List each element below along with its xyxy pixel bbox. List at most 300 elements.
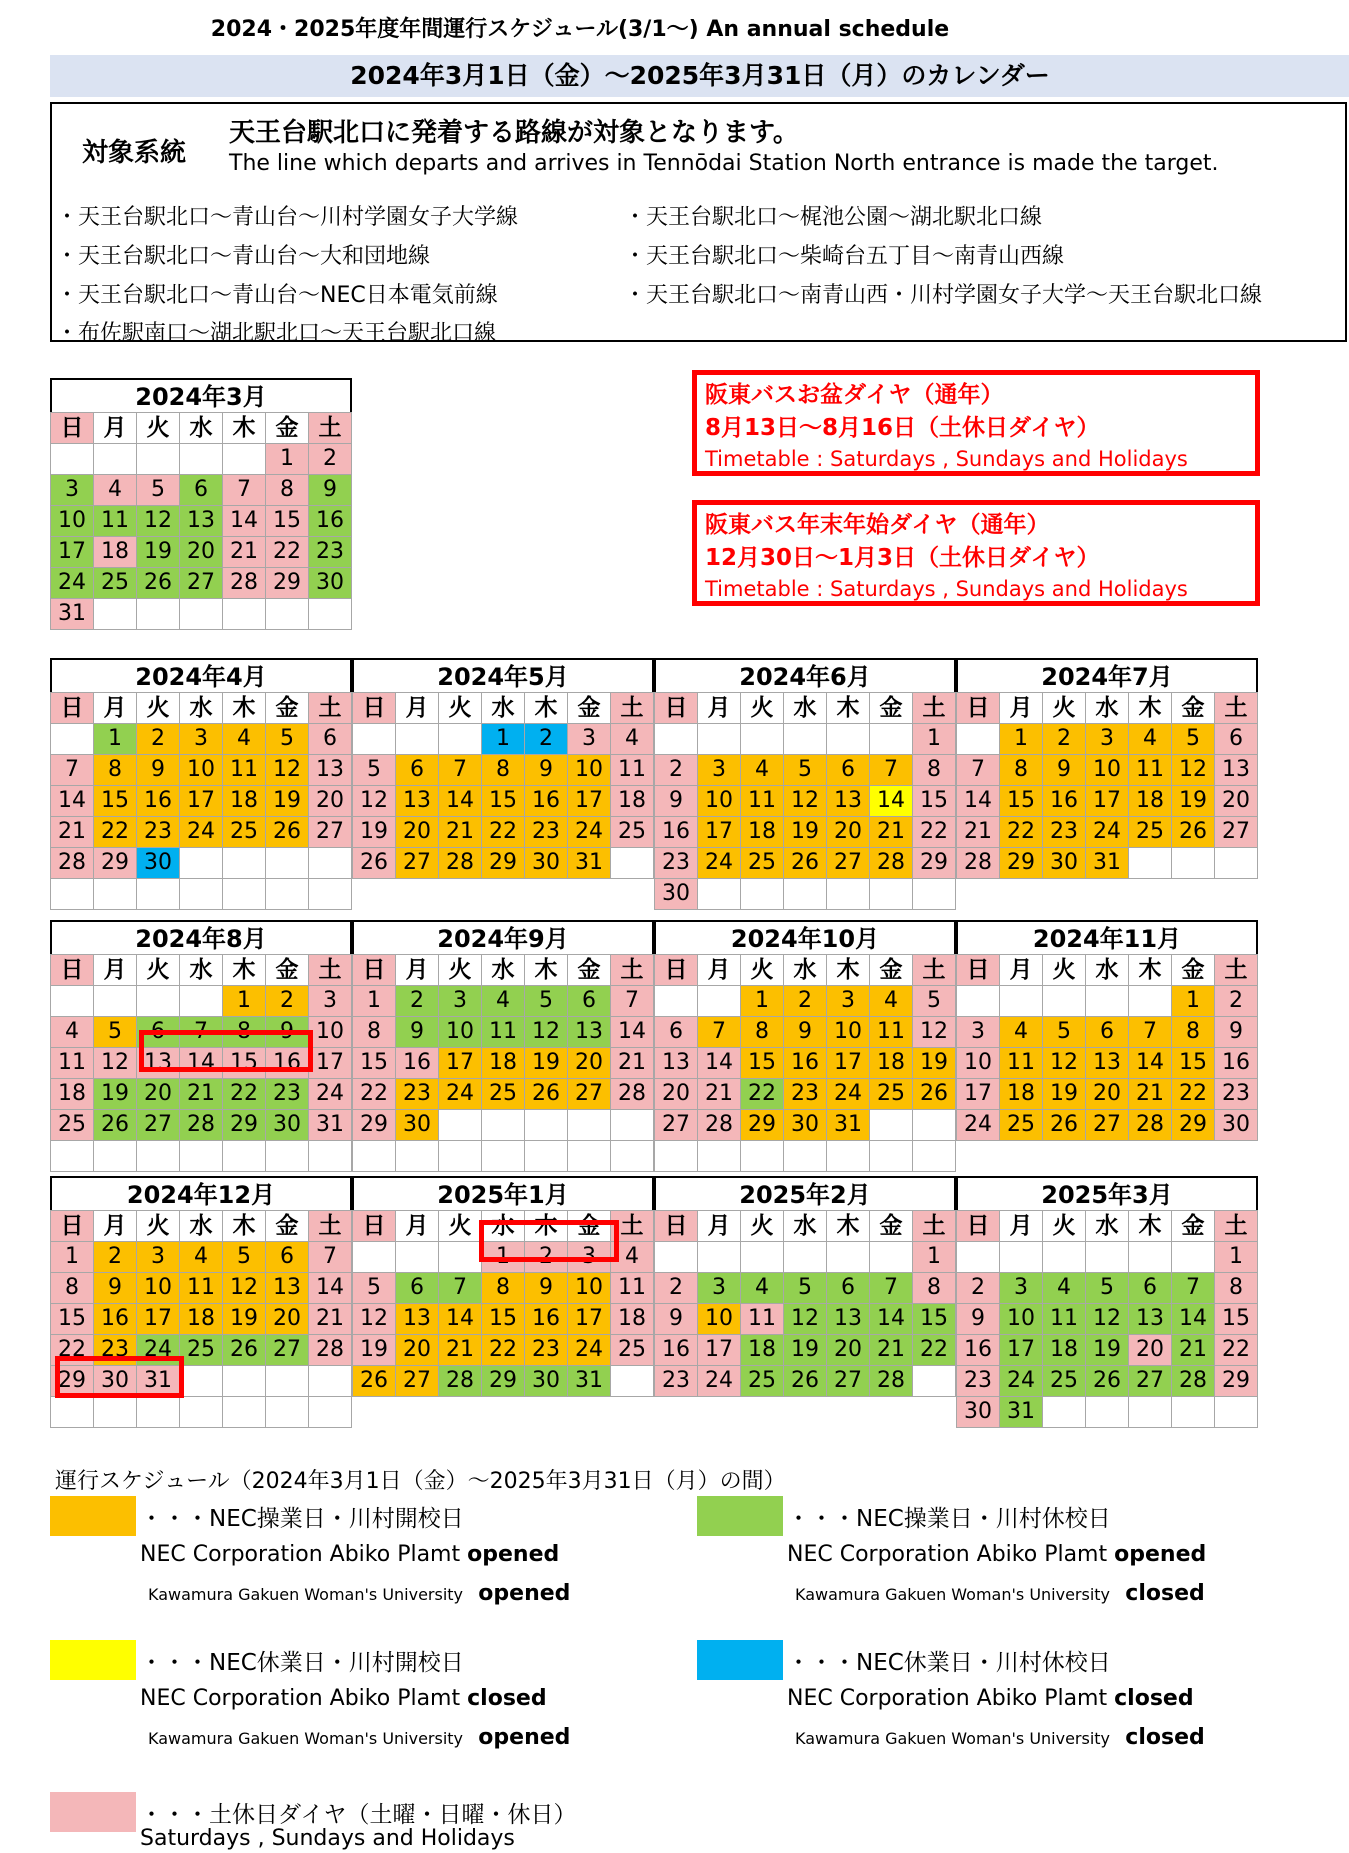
legend-swatch-yellow: [50, 1640, 136, 1680]
weekday-header: 火: [137, 413, 179, 443]
day-cell: 23: [94, 1335, 136, 1365]
day-cell: 20: [1129, 1335, 1171, 1365]
day-cell: 31: [309, 1110, 351, 1140]
day-cell: 12: [784, 786, 826, 816]
weekday-header: 水: [180, 955, 222, 985]
day-cell: 19: [1086, 1335, 1128, 1365]
day-cell: 11: [1000, 1048, 1042, 1078]
empty-cell: [266, 848, 308, 878]
empty-cell: [180, 599, 222, 629]
day-cell: 15: [353, 1048, 395, 1078]
month-grid: [50, 692, 352, 910]
day-cell: 9: [1215, 1017, 1257, 1047]
weekday-header: 月: [698, 693, 740, 723]
day-cell: 7: [1172, 1273, 1214, 1303]
day-cell: 9: [655, 786, 697, 816]
weekday-header: 土: [1215, 955, 1257, 985]
day-cell: 16: [525, 1304, 567, 1334]
legend-swatch-blue: [697, 1640, 783, 1680]
day-cell: 13: [180, 506, 222, 536]
empty-cell: [611, 1366, 653, 1396]
day-cell: 15: [482, 786, 524, 816]
year-end-highlight: [55, 1356, 184, 1398]
empty-cell: [1000, 986, 1042, 1016]
weekday-header: 木: [1129, 955, 1171, 985]
day-cell: 17: [957, 1079, 999, 1109]
weekday-header: 水: [784, 693, 826, 723]
day-cell: 21: [698, 1079, 740, 1109]
day-cell: 12: [1086, 1304, 1128, 1334]
notice-title: 阪東バスお盆ダイヤ（通年）: [705, 382, 1004, 408]
day-cell: 14: [1129, 1048, 1171, 1078]
empty-cell: [309, 599, 351, 629]
day-cell: 3: [957, 1017, 999, 1047]
empty-cell: [266, 1366, 308, 1396]
day-cell: 23: [655, 1366, 697, 1396]
day-cell: 8: [1215, 1273, 1257, 1303]
day-cell: 27: [396, 1366, 438, 1396]
empty-cell: [913, 879, 955, 909]
day-cell: 11: [482, 1017, 524, 1047]
month-grid: [654, 954, 956, 1172]
day-cell: 28: [870, 848, 912, 878]
day-cell: 7: [51, 755, 93, 785]
legend-nec-line: NEC Corporation Abiko Plamt closed: [787, 1686, 1194, 1711]
month-grid: [352, 954, 654, 1172]
day-cell: 12: [913, 1017, 955, 1047]
day-cell: 20: [1086, 1079, 1128, 1109]
day-cell: 8: [266, 475, 308, 505]
month-calendar: [654, 1176, 956, 1397]
empty-cell: [1043, 1397, 1085, 1427]
day-cell: 13: [827, 1304, 869, 1334]
day-cell: 23: [525, 817, 567, 847]
day-cell: 17: [568, 786, 610, 816]
day-cell: 1: [913, 724, 955, 754]
empty-cell: [439, 724, 481, 754]
weekday-header: 水: [784, 955, 826, 985]
empty-cell: [611, 848, 653, 878]
weekday-header: 火: [439, 955, 481, 985]
empty-cell: [309, 1397, 351, 1427]
day-cell: 4: [51, 1017, 93, 1047]
day-cell: 7: [870, 755, 912, 785]
day-cell: 9: [957, 1304, 999, 1334]
day-cell: 24: [180, 817, 222, 847]
day-cell: 5: [1172, 724, 1214, 754]
day-cell: 29: [51, 1366, 93, 1396]
weekday-header: 水: [1086, 955, 1128, 985]
empty-cell: [784, 724, 826, 754]
day-cell: 10: [827, 1017, 869, 1047]
day-cell: 1: [1172, 986, 1214, 1016]
day-cell: 22: [913, 817, 955, 847]
day-cell: 18: [870, 1048, 912, 1078]
day-cell: 5: [353, 755, 395, 785]
day-cell: 21: [870, 1335, 912, 1365]
month-calendar: [956, 1176, 1258, 1428]
empty-cell: [94, 986, 136, 1016]
day-cell: 31: [137, 1366, 179, 1396]
day-cell: 21: [439, 1335, 481, 1365]
day-cell: 12: [784, 1304, 826, 1334]
day-cell: 2: [1215, 986, 1257, 1016]
day-cell: 29: [266, 568, 308, 598]
weekday-header: 水: [1086, 1211, 1128, 1241]
day-cell: 13: [568, 1017, 610, 1047]
day-cell: 13: [266, 1273, 308, 1303]
empty-cell: [1172, 1397, 1214, 1427]
target-description-en: The line which departs and arrives in Tennōdai Station North entrance is made the target.: [229, 151, 1219, 176]
day-cell: 22: [94, 817, 136, 847]
legend-swatch-pink: [50, 1792, 136, 1832]
day-cell: 17: [180, 786, 222, 816]
day-cell: 11: [611, 755, 653, 785]
day-cell: 8: [223, 1017, 265, 1047]
day-cell: 14: [870, 1304, 912, 1334]
day-cell: 31: [51, 599, 93, 629]
weekday-header: 月: [698, 1211, 740, 1241]
day-cell: 28: [1172, 1366, 1214, 1396]
day-cell: 16: [309, 506, 351, 536]
day-cell: 14: [870, 786, 912, 816]
day-cell: 11: [611, 1273, 653, 1303]
weekday-header: 金: [568, 1211, 610, 1241]
day-cell: 25: [1043, 1366, 1085, 1396]
day-cell: 11: [94, 506, 136, 536]
day-cell: 23: [1043, 817, 1085, 847]
weekday-header: 日: [51, 693, 93, 723]
day-cell: 4: [741, 755, 783, 785]
weekday-header: 日: [353, 1211, 395, 1241]
new-year-highlight: [479, 1220, 619, 1262]
empty-cell: [180, 879, 222, 909]
day-cell: 20: [396, 1335, 438, 1365]
month-title: 2024年10月: [654, 920, 956, 954]
day-cell: 7: [180, 1017, 222, 1047]
empty-cell: [741, 724, 783, 754]
day-cell: 24: [51, 568, 93, 598]
day-cell: 18: [94, 537, 136, 567]
day-cell: 8: [1000, 755, 1042, 785]
weekday-header: 土: [913, 955, 955, 985]
day-cell: 5: [94, 1017, 136, 1047]
day-cell: 22: [482, 1335, 524, 1365]
weekday-header: 土: [1215, 693, 1257, 723]
day-cell: 5: [137, 475, 179, 505]
weekday-header: 月: [1000, 955, 1042, 985]
empty-cell: [396, 724, 438, 754]
day-cell: 13: [655, 1048, 697, 1078]
weekday-header: 木: [1129, 1211, 1171, 1241]
day-cell: 18: [741, 1335, 783, 1365]
day-cell: 21: [1172, 1335, 1214, 1365]
notice-date: 12月30日～1月3日（土休日ダイヤ）: [705, 545, 1100, 571]
weekday-header: 木: [525, 955, 567, 985]
legend-label: ・・・NEC休業日・川村開校日: [140, 1650, 464, 1676]
day-cell: 14: [957, 786, 999, 816]
route-item: ・布佐駅南口～湖北駅北口～天王台駅北口線: [56, 321, 497, 346]
weekday-header: 木: [525, 1211, 567, 1241]
day-cell: 26: [913, 1079, 955, 1109]
calendar-subtitle: 2024年3月1日（金）～2025年3月31日（月）のカレンダー: [50, 55, 1349, 97]
day-cell: 29: [94, 848, 136, 878]
day-cell: 4: [482, 986, 524, 1016]
empty-cell: [137, 986, 179, 1016]
day-cell: 7: [611, 986, 653, 1016]
weekday-header: 月: [94, 413, 136, 443]
empty-cell: [698, 1141, 740, 1171]
day-cell: 19: [784, 817, 826, 847]
notice-date: 8月13日～8月16日（土休日ダイヤ）: [705, 415, 1100, 441]
day-cell: 19: [525, 1048, 567, 1078]
day-cell: 27: [568, 1079, 610, 1109]
empty-cell: [482, 1141, 524, 1171]
day-cell: 19: [353, 1335, 395, 1365]
day-cell: 23: [396, 1079, 438, 1109]
day-cell: 29: [741, 1110, 783, 1140]
day-cell: 2: [1043, 724, 1085, 754]
weekday-header: 月: [698, 955, 740, 985]
weekday-header: 木: [223, 413, 265, 443]
day-cell: 9: [525, 755, 567, 785]
empty-cell: [353, 724, 395, 754]
target-label: 対象系統: [82, 138, 187, 168]
notice-en: Timetable : Saturdays , Sundays and Holidays: [705, 447, 1188, 471]
day-cell: 19: [1043, 1079, 1085, 1109]
day-cell: 16: [525, 786, 567, 816]
day-cell: 14: [309, 1273, 351, 1303]
day-cell: 16: [266, 1048, 308, 1078]
day-cell: 16: [1043, 786, 1085, 816]
day-cell: 6: [1086, 1017, 1128, 1047]
empty-cell: [439, 1141, 481, 1171]
day-cell: 15: [1215, 1304, 1257, 1334]
empty-cell: [741, 1242, 783, 1272]
day-cell: 20: [655, 1079, 697, 1109]
day-cell: 12: [137, 506, 179, 536]
weekday-header: 木: [223, 955, 265, 985]
day-cell: 30: [396, 1110, 438, 1140]
day-cell: 18: [1000, 1079, 1042, 1109]
day-cell: 22: [223, 1079, 265, 1109]
month-title: 2024年9月: [352, 920, 654, 954]
day-cell: 12: [1172, 755, 1214, 785]
day-cell: 5: [266, 724, 308, 754]
day-cell: 11: [870, 1017, 912, 1047]
day-cell: 3: [1086, 724, 1128, 754]
legend-nec-line: NEC Corporation Abiko Plamt opened: [787, 1542, 1207, 1567]
day-cell: 8: [353, 1017, 395, 1047]
day-cell: 15: [913, 786, 955, 816]
empty-cell: [957, 724, 999, 754]
month-title: 2024年6月: [654, 658, 956, 692]
day-cell: 13: [137, 1048, 179, 1078]
day-cell: 1: [1000, 724, 1042, 754]
empty-cell: [223, 1397, 265, 1427]
day-cell: 4: [611, 724, 653, 754]
month-calendar: [352, 1176, 654, 1397]
day-cell: 18: [611, 1304, 653, 1334]
weekday-header: 木: [223, 1211, 265, 1241]
day-cell: 20: [1215, 786, 1257, 816]
weekday-header: 水: [180, 413, 222, 443]
day-cell: 17: [568, 1304, 610, 1334]
obon-highlight: [139, 1030, 313, 1072]
day-cell: 28: [698, 1110, 740, 1140]
day-cell: 31: [1000, 1397, 1042, 1427]
day-cell: 14: [180, 1048, 222, 1078]
weekday-header: 木: [223, 693, 265, 723]
day-cell: 14: [439, 786, 481, 816]
day-cell: 31: [568, 1366, 610, 1396]
day-cell: 10: [309, 1017, 351, 1047]
day-cell: 13: [1215, 755, 1257, 785]
day-cell: 2: [655, 755, 697, 785]
month-calendar: [50, 658, 352, 910]
weekday-header: 金: [266, 1211, 308, 1241]
weekday-header: 土: [611, 955, 653, 985]
day-cell: 5: [784, 1273, 826, 1303]
day-cell: 23: [957, 1366, 999, 1396]
empty-cell: [266, 1141, 308, 1171]
day-cell: 3: [568, 1242, 610, 1272]
day-cell: 28: [439, 1366, 481, 1396]
day-cell: 28: [309, 1335, 351, 1365]
empty-cell: [309, 1141, 351, 1171]
empty-cell: [1129, 1397, 1171, 1427]
day-cell: 25: [611, 1335, 653, 1365]
day-cell: 3: [827, 986, 869, 1016]
weekday-header: 火: [137, 693, 179, 723]
day-cell: 25: [51, 1110, 93, 1140]
empty-cell: [611, 1110, 653, 1140]
day-cell: 26: [784, 848, 826, 878]
day-cell: 1: [482, 1242, 524, 1272]
day-cell: 30: [525, 848, 567, 878]
day-cell: 1: [741, 986, 783, 1016]
day-cell: 4: [1000, 1017, 1042, 1047]
day-cell: 2: [137, 724, 179, 754]
empty-cell: [180, 1141, 222, 1171]
day-cell: 20: [568, 1048, 610, 1078]
empty-cell: [698, 879, 740, 909]
day-cell: 2: [655, 1273, 697, 1303]
day-cell: 1: [223, 986, 265, 1016]
day-cell: 27: [1129, 1366, 1171, 1396]
day-cell: 14: [439, 1304, 481, 1334]
day-cell: 16: [655, 817, 697, 847]
day-cell: 20: [309, 786, 351, 816]
day-cell: 16: [396, 1048, 438, 1078]
day-cell: 23: [1215, 1079, 1257, 1109]
day-cell: 20: [827, 1335, 869, 1365]
day-cell: 16: [784, 1048, 826, 1078]
day-cell: 1: [51, 1242, 93, 1272]
month-grid: [956, 1210, 1258, 1428]
day-cell: 26: [223, 1335, 265, 1365]
empty-cell: [1172, 848, 1214, 878]
weekday-header: 金: [1172, 693, 1214, 723]
day-cell: 15: [913, 1304, 955, 1334]
route-item: ・天王台駅北口～柴崎台五丁目～南青山西線: [624, 244, 1065, 269]
day-cell: 27: [396, 848, 438, 878]
day-cell: 17: [51, 537, 93, 567]
day-cell: 15: [741, 1048, 783, 1078]
day-cell: 3: [180, 724, 222, 754]
day-cell: 8: [482, 755, 524, 785]
notice-en: Timetable : Saturdays , Sundays and Holidays: [705, 577, 1188, 601]
day-cell: 3: [1000, 1273, 1042, 1303]
empty-cell: [223, 848, 265, 878]
weekday-header: 月: [396, 955, 438, 985]
day-cell: 3: [568, 724, 610, 754]
weekday-header: 土: [309, 955, 351, 985]
day-cell: 12: [266, 755, 308, 785]
month-grid: [654, 692, 956, 910]
day-cell: 30: [1215, 1110, 1257, 1140]
day-cell: 24: [1000, 1366, 1042, 1396]
weekday-header: 水: [482, 955, 524, 985]
day-cell: 9: [525, 1273, 567, 1303]
day-cell: 25: [1000, 1110, 1042, 1140]
day-cell: 1: [353, 986, 395, 1016]
day-cell: 22: [482, 817, 524, 847]
weekday-header: 火: [741, 1211, 783, 1241]
day-cell: 26: [137, 568, 179, 598]
day-cell: 5: [1086, 1273, 1128, 1303]
day-cell: 4: [1043, 1273, 1085, 1303]
day-cell: 11: [1043, 1304, 1085, 1334]
month-title: 2024年11月: [956, 920, 1258, 954]
day-cell: 27: [266, 1335, 308, 1365]
day-cell: 9: [784, 1017, 826, 1047]
empty-cell: [870, 1141, 912, 1171]
day-cell: 10: [568, 1273, 610, 1303]
weekday-header: 金: [870, 1211, 912, 1241]
day-cell: 3: [439, 986, 481, 1016]
day-cell: 2: [396, 986, 438, 1016]
day-cell: 6: [568, 986, 610, 1016]
weekday-header: 木: [827, 693, 869, 723]
day-cell: 15: [266, 506, 308, 536]
empty-cell: [957, 986, 999, 1016]
day-cell: 28: [870, 1366, 912, 1396]
empty-cell: [180, 444, 222, 474]
empty-cell: [223, 1141, 265, 1171]
day-cell: 14: [1172, 1304, 1214, 1334]
day-cell: 2: [266, 986, 308, 1016]
weekday-header: 日: [51, 1211, 93, 1241]
day-cell: 24: [568, 817, 610, 847]
month-grid: [50, 412, 352, 630]
weekday-header: 日: [957, 955, 999, 985]
empty-cell: [525, 1110, 567, 1140]
day-cell: 21: [957, 817, 999, 847]
day-cell: 4: [180, 1242, 222, 1272]
day-cell: 19: [913, 1048, 955, 1078]
empty-cell: [655, 724, 697, 754]
weekday-header: 火: [1043, 693, 1085, 723]
empty-cell: [655, 986, 697, 1016]
empty-cell: [913, 1110, 955, 1140]
empty-cell: [266, 599, 308, 629]
day-cell: 27: [309, 817, 351, 847]
empty-cell: [1086, 1242, 1128, 1272]
day-cell: 10: [698, 786, 740, 816]
day-cell: 27: [1086, 1110, 1128, 1140]
day-cell: 16: [137, 786, 179, 816]
